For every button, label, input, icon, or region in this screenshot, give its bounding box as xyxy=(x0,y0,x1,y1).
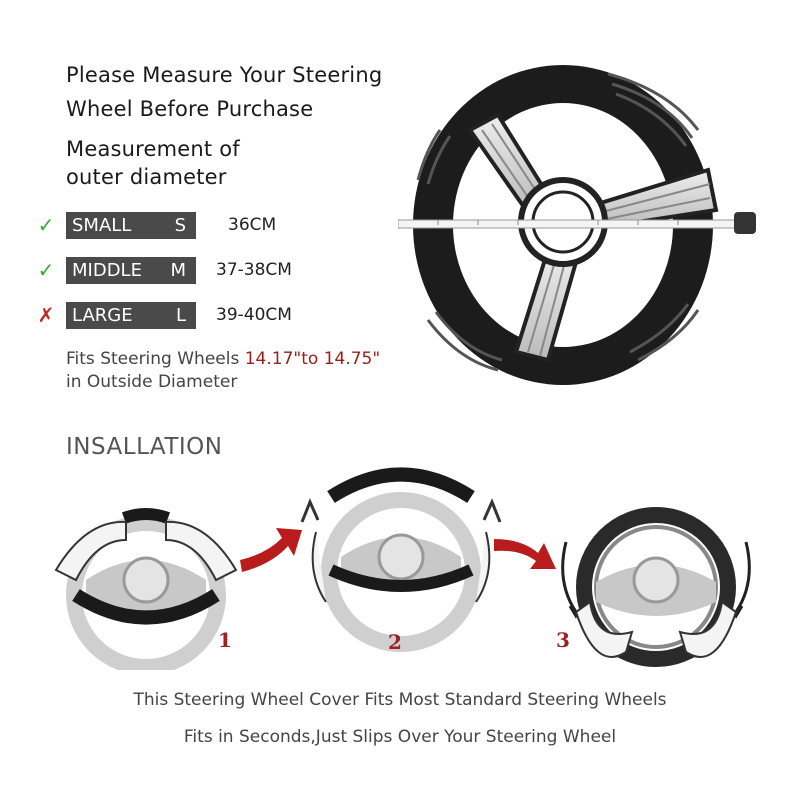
fits-suffix: in Outside Diameter xyxy=(66,372,238,392)
size-cm: 37-38CM xyxy=(216,260,292,280)
steering-wheel-illustration xyxy=(398,60,768,400)
size-name: SMALL xyxy=(72,214,132,236)
size-row-middle xyxy=(36,255,292,285)
install-step-1-illustration xyxy=(46,500,246,670)
size-name: MIDDLE xyxy=(72,259,142,281)
install-step-2-illustration xyxy=(296,462,506,652)
heading-line-3: Measurement of xyxy=(66,137,240,161)
installation-title: INSALLATION xyxy=(66,434,223,460)
arrow-right-icon xyxy=(490,525,560,575)
heading-line-1: Please Measure Your Steering xyxy=(66,63,383,87)
install-step-3-illustration xyxy=(556,502,756,672)
check-icon: ✓ xyxy=(37,258,55,282)
caption-line-1: This Steering Wheel Cover Fits Most Standard Steering Wheels xyxy=(133,690,667,710)
heading-line-2: Wheel Before Purchase xyxy=(66,97,314,121)
heading-line-4: outer diameter xyxy=(66,165,227,189)
fits-note xyxy=(66,348,380,394)
step-number-3: 3 xyxy=(556,628,570,652)
step-number-1: 1 xyxy=(218,628,232,652)
size-letter: M xyxy=(170,259,186,281)
fits-prefix: Fits Steering Wheels xyxy=(66,349,245,369)
size-tag xyxy=(66,212,196,239)
size-row-large xyxy=(36,300,292,330)
check-icon: ✓ xyxy=(37,213,55,237)
cross-icon: ✗ xyxy=(37,303,55,327)
size-row-small xyxy=(36,210,276,240)
size-letter: L xyxy=(175,304,186,326)
step-number-2: 2 xyxy=(388,630,402,654)
size-tag xyxy=(66,302,196,329)
size-cm: 39-40CM xyxy=(216,305,292,325)
size-cm: 36CM xyxy=(228,215,277,235)
size-tag xyxy=(66,257,196,284)
fits-range: 14.17"to 14.75" xyxy=(244,349,381,369)
caption-line-2: Fits in Seconds,Just Slips Over Your Steering Wheel xyxy=(183,727,617,747)
size-name: LARGE xyxy=(72,304,133,326)
size-letter: S xyxy=(174,214,186,236)
